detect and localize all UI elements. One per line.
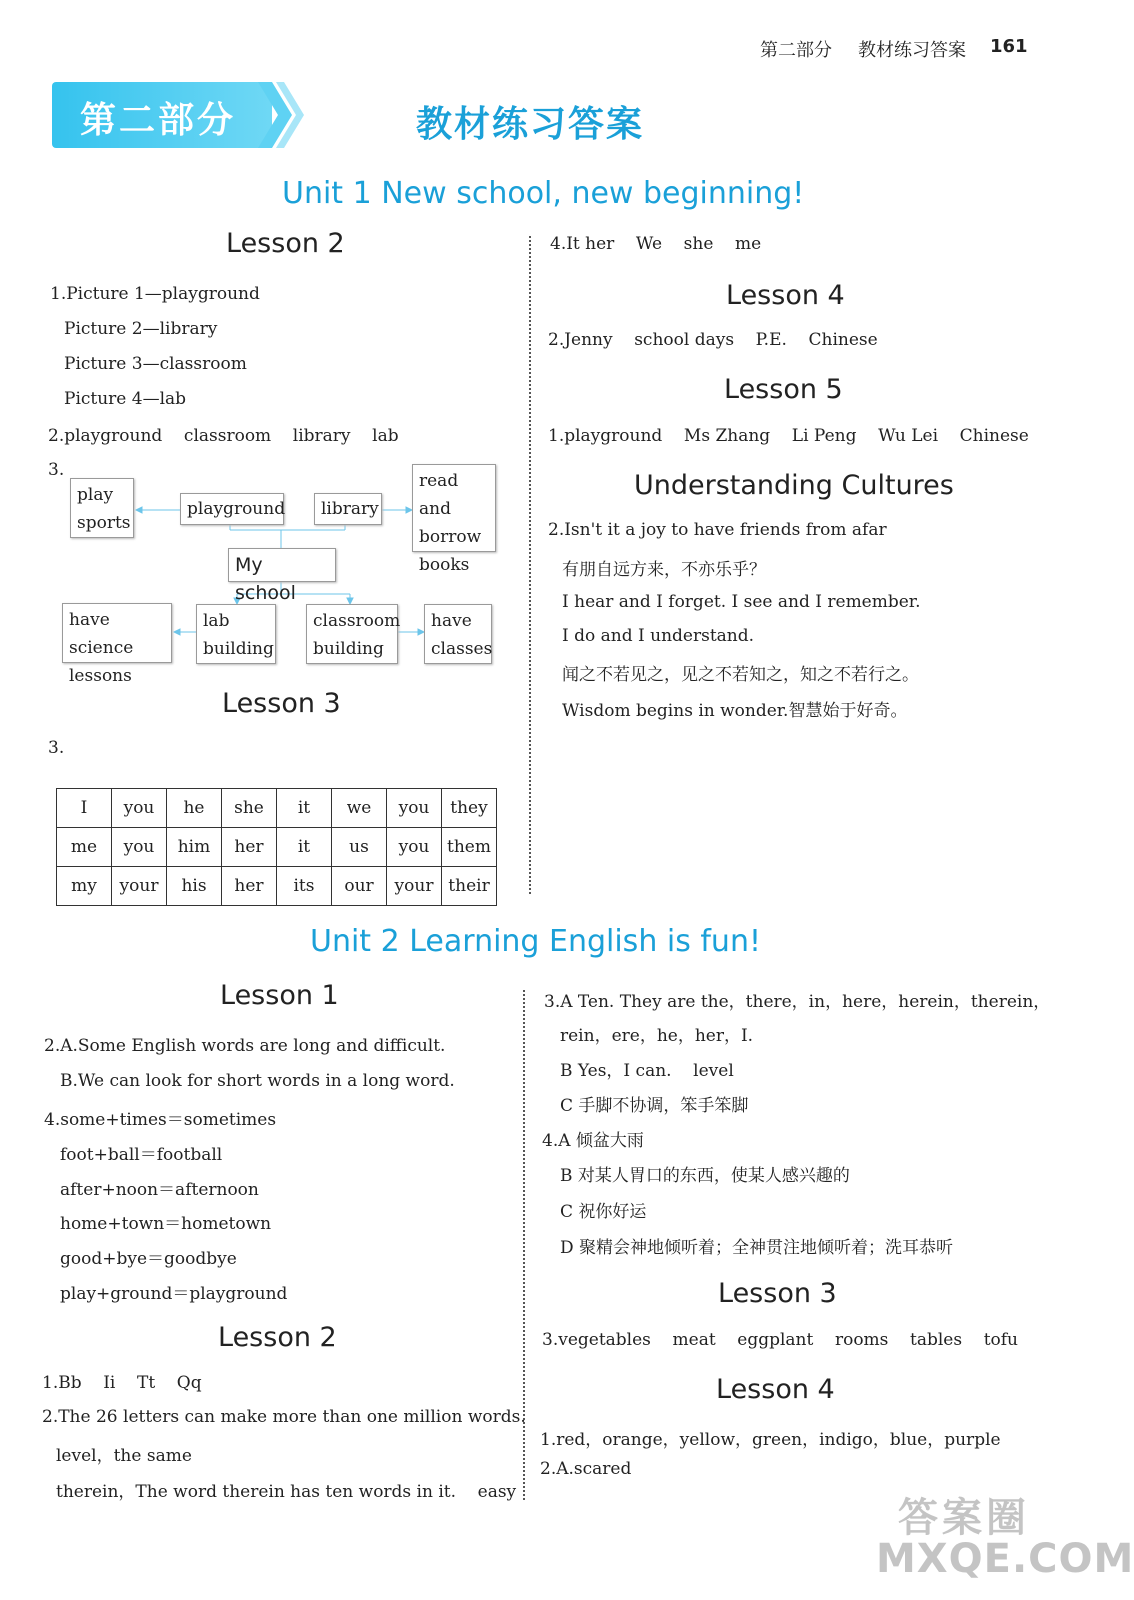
answer-line: I hear and I forget. I see and I remember. [562,592,921,612]
answer-line: 2.playground classroom library lab [48,426,399,446]
answer-line: D 聚精会神地倾听着；全神贯注地倾听着；洗耳恭听 [560,1238,954,1258]
answer-line: 1.Picture 1—playground [50,284,260,304]
diagram-node-my-school: My school [228,548,336,582]
table-cell: her [222,828,277,867]
answer-line: therein，The word therein has ten words in it. easy [56,1482,517,1502]
answer-line: C 手脚不协调，笨手笨脚 [560,1096,749,1116]
table-cell: them [442,828,497,867]
question-number: 3. [48,460,65,480]
watermark-url: MXQE.COM [876,1536,1134,1582]
part-label: 第二部分 [80,100,237,141]
diagram-node-play-sports: play sports [70,478,134,538]
lesson-heading: Lesson 4 [726,280,845,311]
answer-line: 2.A.scared [540,1459,632,1479]
lesson-heading: Lesson 3 [222,688,341,719]
answer-line: 2.Isn't it a joy to have friends from afar [548,520,887,540]
table-cell: him [167,828,222,867]
table-cell: they [442,789,497,828]
watermark-logo: 答案圈 [898,1495,1030,1541]
answer-line: after+noon＝afternoon [60,1180,259,1200]
lesson-heading: Lesson 3 [718,1278,837,1309]
answer-line: 4.A 倾盆大雨 [542,1131,644,1151]
table-cell: my [57,867,112,906]
table-cell: I [57,789,112,828]
answer-line: Picture 2—library [64,319,218,339]
unit2-title: Unit 2 Learning English is fun! [310,924,761,959]
answer-line: 3.A Ten. They are the，there，in，here，herein，therein， [544,992,1051,1012]
page-number: 161 [990,36,1028,57]
table-cell: you [112,789,167,828]
unit1-title: Unit 1 New school, new beginning! [282,176,805,211]
header-subtitle: 教材练习答案 [858,40,966,61]
answer-line: good+bye＝goodbye [60,1249,237,1269]
table-cell: you [112,828,167,867]
diagram-node-library: library [314,493,382,525]
diagram-node-classroom: classroom building [306,604,398,664]
table-cell: me [57,828,112,867]
table-cell: he [167,789,222,828]
answer-line: 3.vegetables meat eggplant rooms tables tofu [542,1330,1018,1350]
question-number: 3. [48,738,65,758]
answer-line: 有朋自远方来，不亦乐乎？ [562,560,766,580]
answer-line: 4.some+times＝sometimes [44,1110,277,1130]
header-section: 第二部分 [760,40,832,61]
lesson-heading: Lesson 4 [716,1374,835,1405]
table-cell: it [277,789,332,828]
answer-line: B Yes，I can. level [560,1061,734,1081]
table-cell: she [222,789,277,828]
diagram-node-read-borrow: read and borrow books [412,464,496,552]
table-cell: us [332,828,387,867]
diagram-node-playground: playground [180,493,284,525]
answer-line: I do and I understand. [562,626,755,646]
answer-line: B 对某人胃口的东西，使某人感兴趣的 [560,1166,850,1186]
lesson-heading: Lesson 2 [226,228,345,259]
answer-line: 1.playground Ms Zhang Li Peng Wu Lei Chinese [548,426,1029,446]
table-cell: it [277,828,332,867]
answer-line: Picture 4—lab [64,389,187,409]
table-cell: we [332,789,387,828]
page-title: 教材练习答案 [416,104,645,145]
lesson-heading: Understanding Cultures [634,470,954,501]
answer-line: play+ground＝playground [60,1284,288,1304]
table-cell: our [332,867,387,906]
answer-line: foot+ball＝football [60,1145,223,1165]
answer-line: 2.The 26 letters can make more than one million words. [42,1407,526,1427]
diagram-node-science: have science lessons [62,603,172,663]
table-cell: your [387,867,442,906]
answer-line: 1.red，orange，yellow，green，indigo，blue，purple [540,1430,1001,1450]
answer-line: 2.Jenny school days P.E. Chinese [548,330,878,350]
table-row [57,789,497,828]
answer-line: Picture 3—classroom [64,354,247,374]
lesson-heading: Lesson 1 [220,980,339,1011]
table-row [57,828,497,867]
table-cell: your [112,867,167,906]
table-cell: its [277,867,332,906]
answer-line: level，the same [56,1446,192,1466]
table-row [57,867,497,906]
table-cell: her [222,867,277,906]
answer-line: rein，ere，he，her，I. [560,1026,754,1046]
diagram-node-lab: lab building [196,604,276,664]
answer-line: Wisdom begins in wonder.智慧始于好奇。 [562,701,908,721]
answer-line: C 祝你好运 [560,1202,647,1222]
answer-line: B.We can look for short words in a long word. [60,1071,455,1091]
table-cell: you [387,789,442,828]
answer-line: 2.A.Some English words are long and difficult. [44,1036,446,1056]
table-cell: you [387,828,442,867]
answer-line: 闻之不若见之，见之不若知之，知之不若行之。 [562,665,919,685]
lesson-heading: Lesson 5 [724,374,843,405]
answer-line: 4.It her We she me [550,234,762,254]
pronoun-table [56,788,497,906]
answer-line: home+town＝hometown [60,1214,272,1234]
lesson-heading: Lesson 2 [218,1322,337,1353]
answer-line: 1.Bb Ii Tt Qq [42,1373,202,1393]
diagram-node-classes: have classes [424,604,492,664]
table-cell: their [442,867,497,906]
table-cell: his [167,867,222,906]
